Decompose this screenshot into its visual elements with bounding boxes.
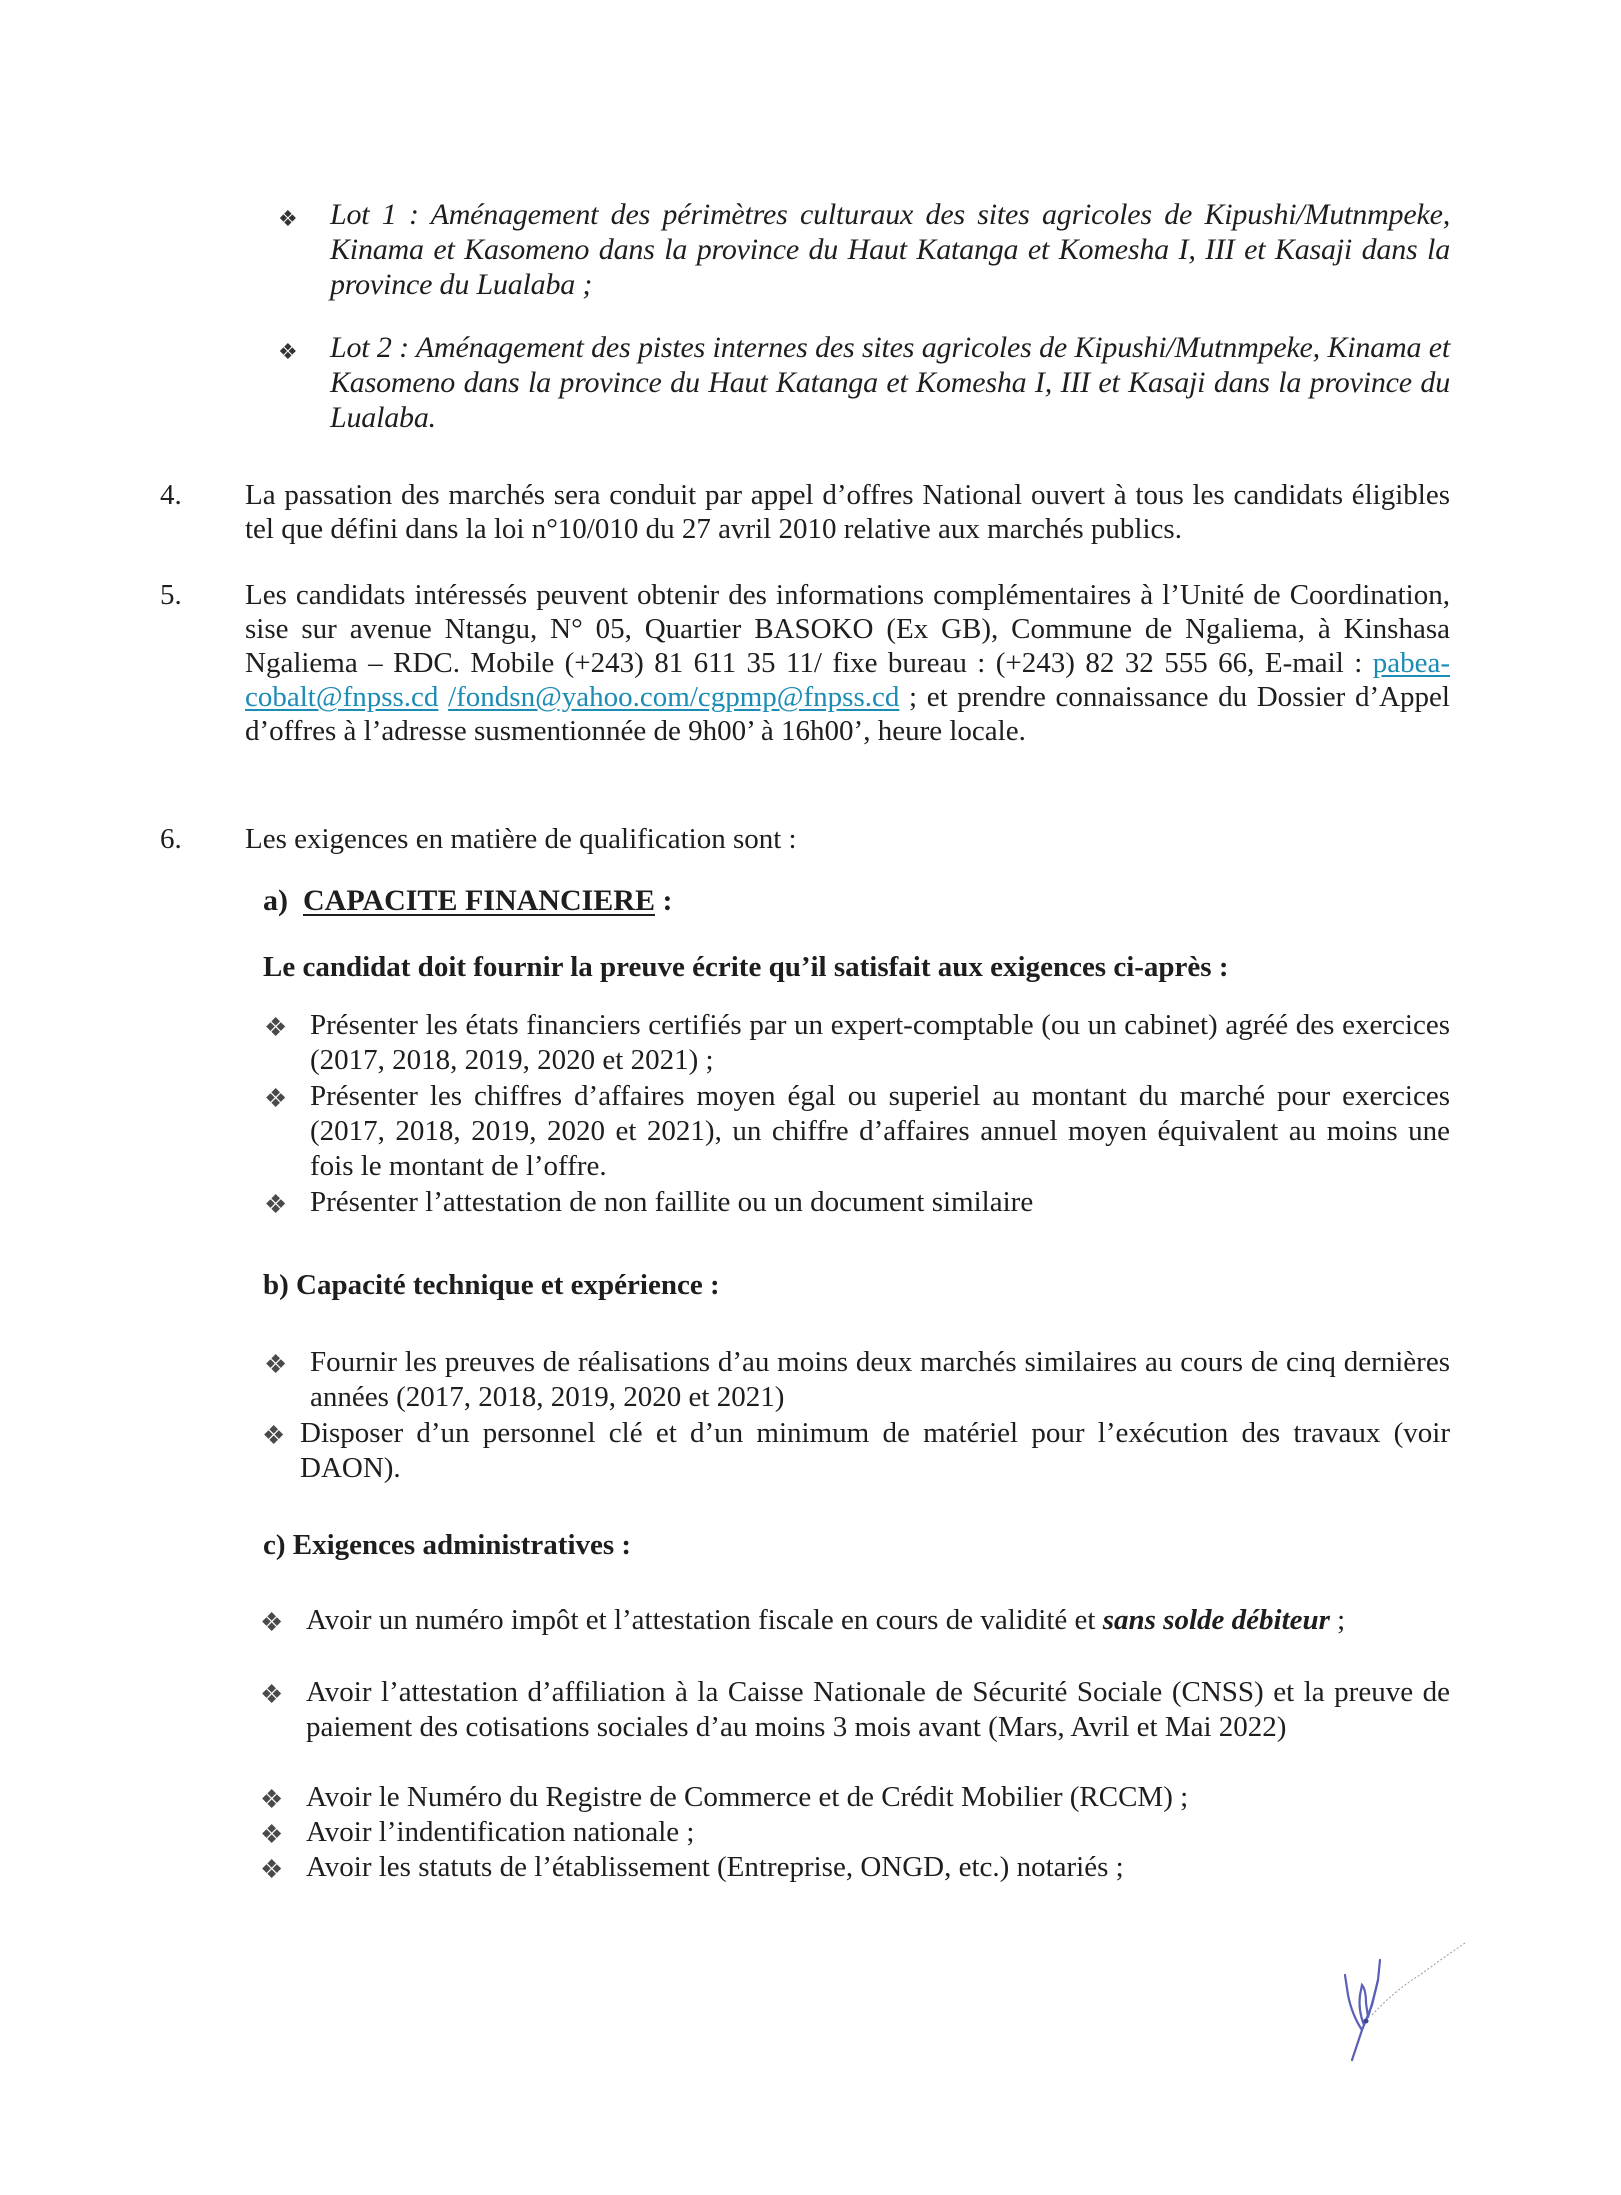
email-link-fondsn-cgpmp[interactable]: /fondsn@yahoo.com/cgpmp@fnpss.cd [448, 681, 900, 713]
financial-item-1-text: Présenter les états financiers certifiés par un expert-comptable (ou un cabinet) agréé des exercices (2017, 2018, 2019, 2020 et 2021) ; [310, 1009, 1450, 1076]
heading-a-suffix: : [654, 884, 673, 917]
section-5-number: 5. [160, 579, 182, 611]
admin-item-3-text: Avoir le Numéro du Registre de Commerce et de Crédit Mobilier (RCCM) ; [306, 1781, 1189, 1813]
financial-item-3 [264, 1185, 1450, 1220]
bullet-icon: ❖ [278, 206, 298, 231]
bullet-icon: ❖ [260, 1785, 284, 1814]
admin-item-1-suffix: ; [1329, 1604, 1346, 1636]
heading-a-title: CAPACITE FINANCIERE [303, 884, 655, 917]
admin-item-2-text: Avoir l’attestation d’affiliation à la Caisse Nationale de Sécurité Sociale (CNSS) et la preuve de paiement des cotisations sociales d’au moins 3 mois avant (Mars, Avril et Mai 2022) [306, 1676, 1450, 1743]
exigences-administratives-heading: c) Exigences administratives : [263, 1529, 632, 1561]
admin-item-1 [260, 1603, 1450, 1638]
admin-item-3 [260, 1780, 1450, 1815]
section-4-text: La passation des marchés sera conduit par appel d’offres National ouvert à tous les candidats éligibles tel que défini dans la loi n°10/010 du 27 avril 2010 relative aux marchés publics. [245, 479, 1450, 545]
section-5-text-before: Les candidats intéressés peuvent obtenir des informations complémentaires à l’Unité de Coordination, sise sur avenue Ntangu, N° 05, Quartier BASOKO (Ex GB), Commune de Ngaliema, à Kinshasa Ngaliema – RDC. Mobile (+243) 81 611 35 11/ fixe bureau : (+243) 82 32 555 66, E-mail : [245, 579, 1450, 679]
section-4-number: 4. [160, 479, 182, 511]
admin-item-4 [260, 1815, 1450, 1850]
lot-1-text: Aménagement des périmètres culturaux des sites agricoles de Kipushi/Mutnmpeke, Kinama et Kasomeno dans la province du Haut Katanga et Komesha I, III et Kasaji dans la province du Lualaba ; [330, 198, 1450, 301]
heading-a-prefix: a) [263, 884, 288, 917]
financial-item-1 [264, 1008, 1450, 1078]
admin-item-5-text: Avoir les statuts de l’établissement (Entreprise, ONGD, etc.) notariés ; [306, 1851, 1124, 1883]
bullet-icon: ❖ [262, 1421, 286, 1450]
bullet-icon: ❖ [264, 1013, 288, 1042]
capacite-financiere-heading [263, 884, 672, 918]
bullet-icon: ❖ [260, 1680, 284, 1709]
bullet-icon: ❖ [264, 1350, 288, 1379]
section-5-text [245, 578, 1450, 748]
section-6-text: Les exigences en matière de qualification sont : [245, 823, 797, 855]
section-6-number: 6. [160, 823, 182, 855]
technical-item-2-text: Disposer d’un personnel clé et d’un minimum de matériel pour l’exécution des travaux (voir DAON). [300, 1417, 1450, 1484]
section-5-text-after: ; et prendre connaissance du Dossier d’Appel d’offres à l’adresse susmentionnée de 9h00’ à 16h00’, heure locale. [245, 681, 1450, 747]
bullet-icon: ❖ [260, 1608, 284, 1637]
bullet-icon: ❖ [260, 1855, 284, 1884]
email-link-pabea-cobalt[interactable]: pabea-cobalt@fnpss.cd [245, 647, 1450, 713]
admin-item-4-text: Avoir l’indentification nationale ; [306, 1816, 695, 1848]
lot-2-label: Lot 2 : [330, 331, 409, 364]
technical-item-1 [264, 1345, 1450, 1415]
capacite-financiere-intro: Le candidat doit fournir la preuve écrite qu’il satisfait aux exigences ci-après : [263, 951, 1229, 983]
lot-2-text: Aménagement des pistes internes des sites agricoles de Kipushi/Mutnmpeke, Kinama et Kasomeno dans la province du Haut Katanga et Komesha I, III et Kasaji dans la province du Lualaba. [330, 331, 1450, 434]
financial-item-3-text: Présenter l’attestation de non faillite ou un document similaire [310, 1186, 1034, 1218]
admin-item-2 [260, 1675, 1450, 1745]
signature-icon [1300, 1935, 1480, 2070]
admin-item-1-emphasis: sans solde débiteur [1102, 1604, 1330, 1636]
financial-item-2 [264, 1079, 1450, 1184]
bullet-icon: ❖ [264, 1190, 288, 1219]
technical-item-2 [262, 1416, 1450, 1486]
bullet-icon: ❖ [260, 1820, 284, 1849]
lot-1-label: Lot 1 : [330, 198, 419, 231]
capacite-technique-heading: b) Capacité technique et expérience : [263, 1269, 720, 1301]
admin-item-5 [260, 1850, 1450, 1885]
bullet-icon: ❖ [264, 1084, 288, 1113]
lot-1 [278, 197, 1450, 302]
financial-item-2-text: Présenter les chiffres d’affaires moyen égal ou superiel au montant du marché pour exercices (2017, 2018, 2019, 2020 et 2021), un chiffre d’affaires annuel moyen équivalent au moins une fois le montant de l’offre. [310, 1080, 1450, 1182]
technical-item-1-text: Fournir les preuves de réalisations d’au moins deux marchés similaires au cours de cinq dernières années (2017, 2018, 2019, 2020 et 2021) [310, 1346, 1450, 1413]
admin-item-1-text: Avoir un numéro impôt et l’attestation fiscale en cours de validité et [306, 1604, 1103, 1636]
lot-2 [278, 330, 1450, 435]
bullet-icon: ❖ [278, 339, 298, 364]
